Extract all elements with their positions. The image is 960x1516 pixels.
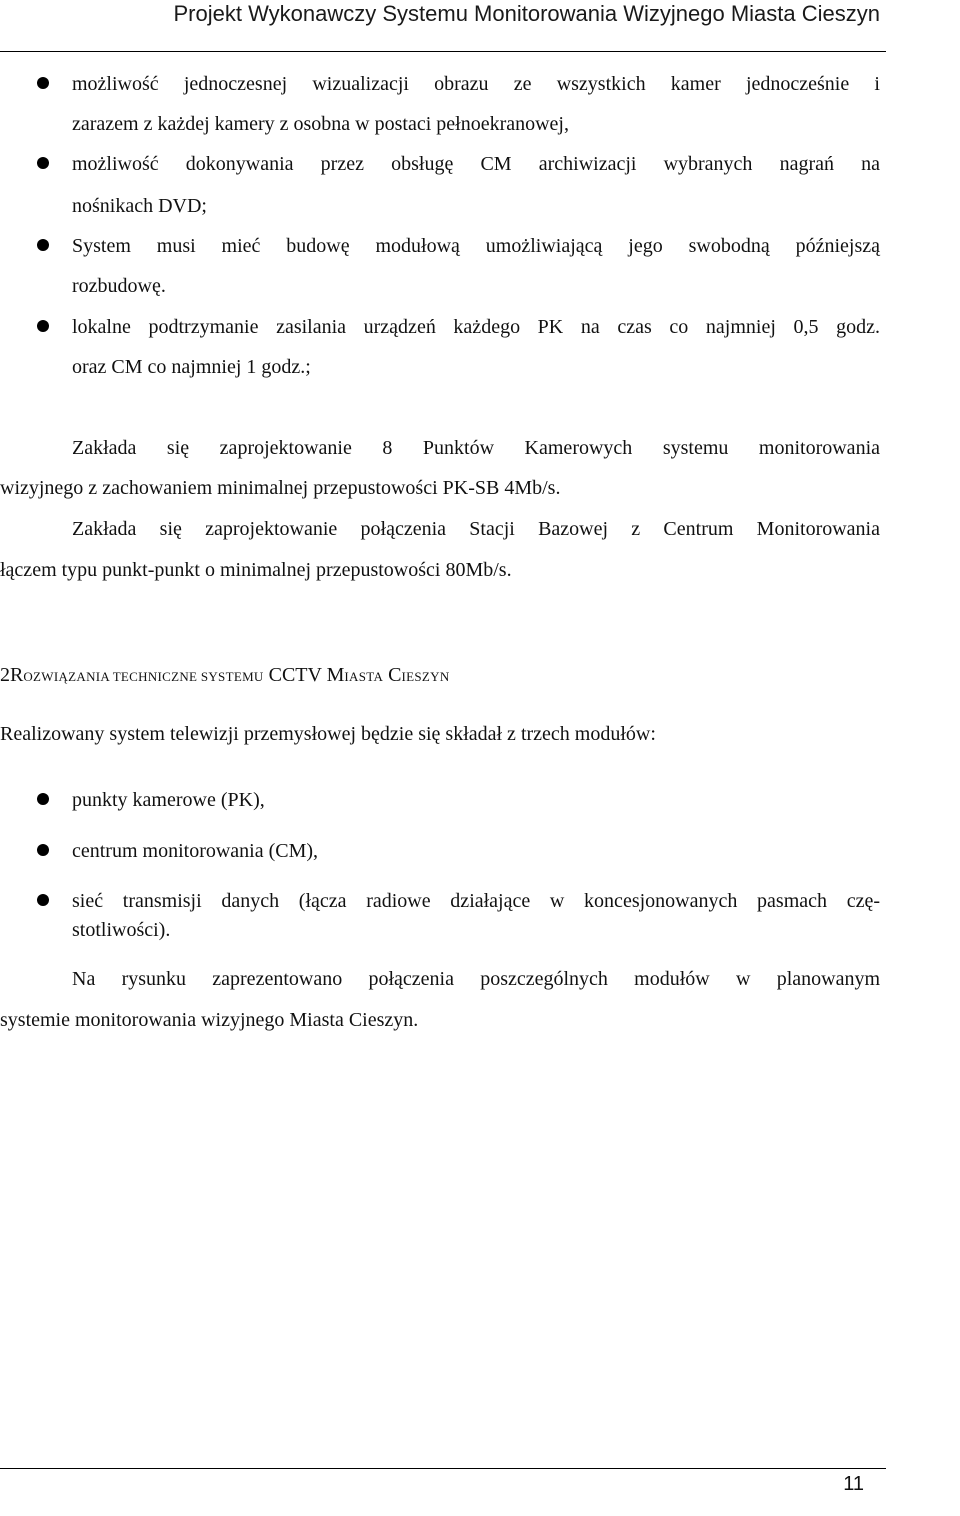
paragraph-line: Zakłada się zaprojektowanie 8 Punktów Kamerowych systemu monitorowania [72,437,880,459]
bullet-icon [37,157,49,169]
page-number: 11 [843,1473,864,1495]
header-divider [0,51,886,52]
list-item-line: możliwość dokonywania przez obsługę CM archiwizacji wybranych nagrań na [72,153,880,175]
list-item-line: oraz CM co najmniej 1 godz.; [72,356,311,378]
heading-text: R [10,664,24,686]
heading-text: CCTV [268,664,322,686]
heading-text: IASTA [344,669,384,684]
page-header-title: Projekt Wykonawczy Systemu Monitorowania Wizyjnego Miasta Cieszyn [173,1,880,26]
list-item-line: zarazem z każdej kamery z osobna w postaci pełnoekranowej, [72,113,569,135]
bullet-icon [37,793,49,805]
list-item-line: stotliwości). [72,919,171,941]
heading-text: OZWIĄZANIA TECHNICZNE SYSTEMU [23,669,264,684]
bullet-icon [37,320,49,332]
list-item-line: lokalne podtrzymanie zasilania urządzeń każdego PK na czas co najmniej 0,5 godz. [72,316,880,338]
footer-divider [0,1468,886,1469]
bullet-icon [37,844,49,856]
bullet-icon [37,77,49,89]
list-item-line: System musi mieć budowę modułową umożliwiającą jego swobodną późniejszą [72,235,880,257]
paragraph-line: łączem typu punkt-punkt o minimalnej przepustowości 80Mb/s. [0,559,512,581]
list-item-line: centrum monitorowania (CM), [72,840,319,862]
paragraph-line: systemie monitorowania wizyjnego Miasta Cieszyn. [0,1009,419,1031]
heading-text: M [326,664,345,686]
heading-text: C [388,664,402,686]
paragraph-line: wizyjnego z zachowaniem minimalnej przepustowości PK-SB 4Mb/s. [0,477,561,499]
list-item-line: punkty kamerowe (PK), [72,789,265,811]
bullet-icon [37,239,49,251]
list-item-line: rozbudowę. [72,275,166,297]
bullet-icon [37,894,49,906]
paragraph-line: Zakłada się zaprojektowanie połączenia Stacji Bazowej z Centrum Monitorowania [72,518,880,540]
heading-number: 2 [0,664,10,686]
list-item-line: nośnikach DVD; [72,195,207,217]
list-item-line: możliwość jednoczesnej wizualizacji obrazu ze wszystkich kamer jednocześnie i [72,73,880,95]
paragraph-line: Na rysunku zaprezentowano połączenia poszczególnych modułów w planowanym [72,968,880,990]
list-item-line: sieć transmisji danych (łącza radiowe działające w koncesjonowanych pasmach czę- [72,890,880,912]
paragraph-line: Realizowany system telewizji przemysłowej będzie się składał z trzech modułów: [0,723,656,745]
heading-text: IESZYN [401,669,450,684]
section-heading [0,660,450,692]
